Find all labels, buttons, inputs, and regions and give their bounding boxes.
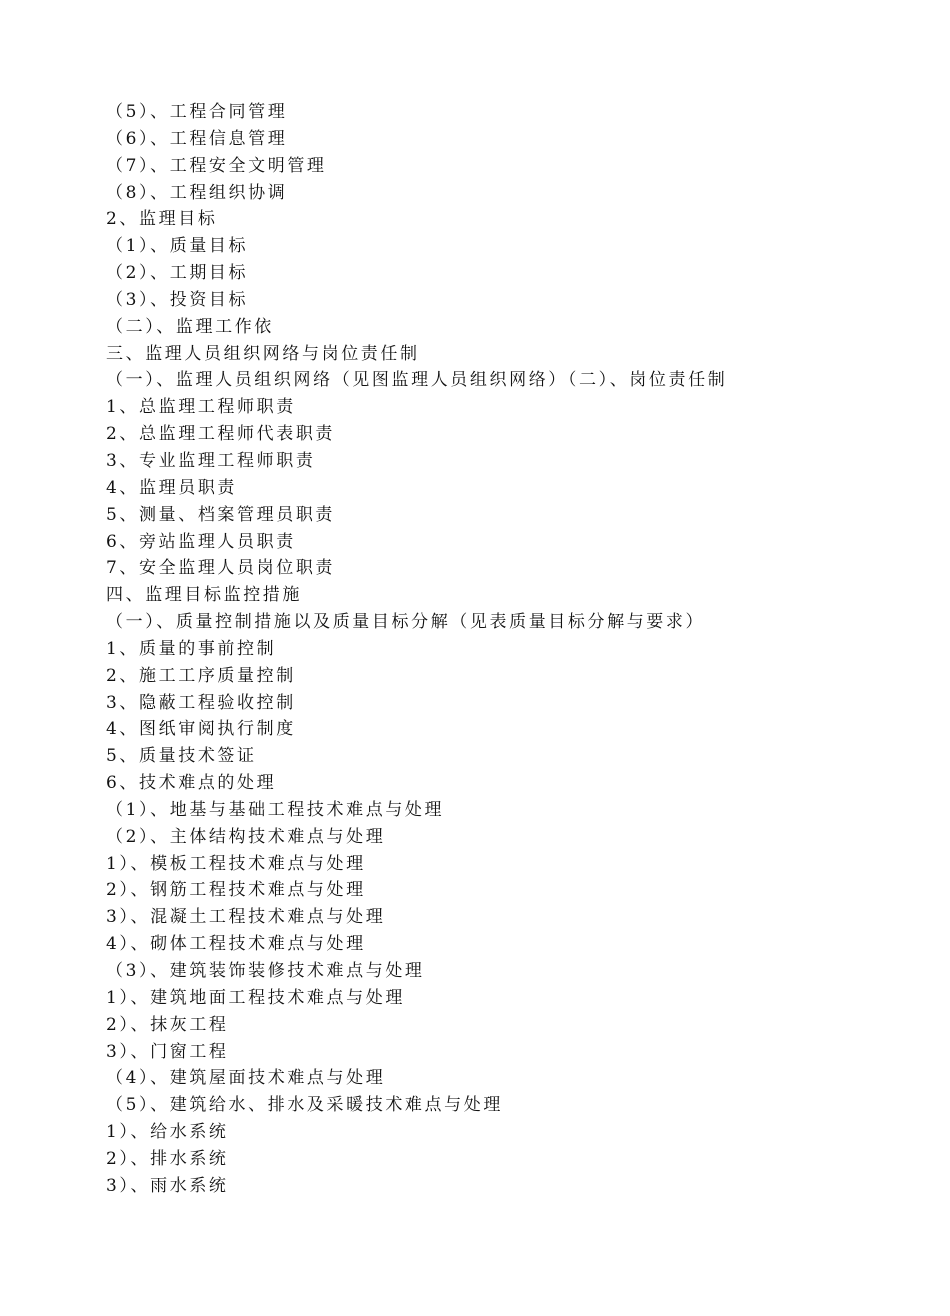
outline-item: 3）、雨水系统: [106, 1175, 229, 1196]
outline-item: 2、总监理工程师代表职责: [106, 424, 336, 445]
outline-item: 4）、砌体工程技术难点与处理: [106, 934, 366, 955]
outline-item: 1、总监理工程师职责: [106, 397, 296, 418]
outline-item: （1）、质量目标: [106, 236, 249, 257]
outline-item: （6）、工程信息管理: [106, 128, 288, 149]
outline-item: 3）、门窗工程: [106, 1041, 229, 1062]
outline-item: 3、隐蔽工程验收控制: [106, 692, 296, 713]
outline-item: （2）、主体结构技术难点与处理: [106, 826, 386, 847]
outline-item: 2、监理目标: [106, 209, 218, 230]
outline-item: 1）、建筑地面工程技术难点与处理: [106, 987, 405, 1008]
outline-item: 3、专业监理工程师职责: [106, 450, 316, 471]
outline-item: 三、监理人员组织网络与岗位责任制: [106, 343, 420, 364]
outline-item: （3）、投资目标: [106, 289, 249, 310]
outline-item: 2）、排水系统: [106, 1148, 229, 1169]
outline-item: （5）、建筑给水、排水及采暖技术难点与处理: [106, 1095, 503, 1116]
outline-item: 1）、模板工程技术难点与处理: [106, 853, 366, 874]
outline-item: （7）、工程安全文明管理: [106, 155, 327, 176]
outline-item: 2、施工工序质量控制: [106, 665, 296, 686]
outline-item: （二）、监理工作依: [106, 316, 274, 337]
outline-item: 1）、给水系统: [106, 1122, 229, 1143]
outline-item: 5、质量技术签证: [106, 746, 257, 767]
outline-item: （8）、工程组织协调: [106, 182, 288, 203]
document-body: [106, 99, 906, 1200]
outline-item: （3）、建筑装饰装修技术难点与处理: [106, 961, 425, 981]
outline-item: （4）、建筑屋面技术难点与处理: [106, 1068, 386, 1089]
outline-item: 1、质量的事前控制: [106, 638, 277, 659]
outline-item: 6、技术难点的处理: [106, 773, 277, 794]
outline-item: 3）、混凝土工程技术难点与处理: [106, 907, 386, 928]
outline-item: （一）、监理人员组织网络（见图监理人员组织网络）（二）、岗位责任制: [106, 370, 728, 391]
outline-item: （2）、工期目标: [106, 263, 249, 284]
outline-item: （1）、地基与基础工程技术难点与处理: [106, 799, 445, 820]
outline-item: 2）、抹灰工程: [106, 1014, 229, 1035]
outline-item: 四、监理目标监控措施: [106, 585, 302, 606]
outline-item: 6、旁站监理人员职责: [106, 531, 296, 552]
outline-item: 5、测量、档案管理员职责: [106, 504, 336, 525]
outline-item: 7、安全监理人员岗位职责: [106, 558, 336, 579]
outline-item: 4、图纸审阅执行制度: [106, 719, 296, 740]
outline-item: 2）、钢筋工程技术难点与处理: [106, 880, 366, 901]
outline-item: 4、监理员职责: [106, 477, 238, 498]
outline-item: （一）、质量控制措施以及质量目标分解（见表质量目标分解与要求）: [106, 612, 706, 633]
outline-item: （5）、工程合同管理: [106, 102, 288, 122]
